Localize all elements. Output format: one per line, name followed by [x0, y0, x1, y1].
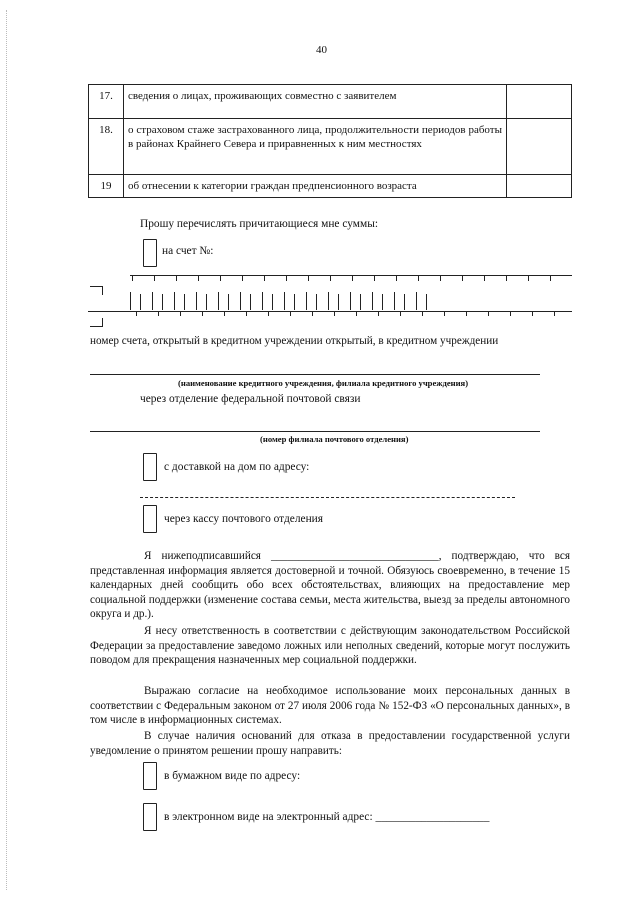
refusal-paragraph: В случае наличия оснований для отказа в предоставлении государственной услуги уведомление о принятом решении прошу направить: — [90, 730, 570, 757]
grid-tick — [220, 275, 221, 281]
grid-tick — [294, 294, 295, 310]
home-delivery-label: с доставкой на дом по адресу: — [164, 461, 310, 473]
grid-tick — [374, 275, 375, 281]
grid-tick — [290, 311, 291, 316]
grid-tick — [284, 292, 285, 310]
row-text: сведения о лицах, проживающих совместно с заявителем — [124, 85, 507, 119]
home-delivery-checkbox[interactable] — [143, 453, 157, 481]
grid-tick — [466, 311, 467, 316]
post-caption: (номер филиала почтового отделения) — [260, 434, 409, 444]
bracket-mark-top — [90, 286, 103, 295]
grid-tick — [396, 275, 397, 281]
grid-tick — [312, 311, 313, 316]
grid-tick — [132, 275, 133, 281]
table-row — [89, 119, 572, 175]
grid-tick — [338, 294, 339, 310]
grid-tick — [152, 292, 153, 310]
grid-tick — [184, 294, 185, 310]
grid-tick — [180, 311, 181, 316]
grid-tick — [218, 292, 219, 310]
row-number: 17. — [89, 85, 124, 119]
bank-name-line[interactable] — [90, 374, 540, 375]
grid-tick — [286, 275, 287, 281]
grid-tick — [510, 311, 511, 316]
email-notice-label: в электронном виде на электронный адрес: ____________________ — [164, 811, 490, 823]
grid-tick — [136, 311, 137, 316]
grid-tick — [532, 311, 533, 316]
consent-paragraph: Выражаю согласие на необходимое использование моих персональных данных в соответствии с Федеральным законом от 27 июля 2006 года № 152-ФЗ «О персональных данных», в том числе в информационных системах. — [90, 685, 570, 727]
declaration-paragraph: Я нижеподписавшийся ______________________________, подтверждаю, что вся представленная информация является достоверной и точной. Обязуюсь своевременно, в течение 15 календарных дней сообщить обо всех обстоятельствах, влияющих на предоставление мер социальной поддержки (изменение состава семьи, места жительства, выезд за пределы автономного округа и др.). — [90, 550, 570, 621]
grid-tick — [426, 294, 427, 310]
grid-tick — [306, 292, 307, 310]
grid-tick — [488, 311, 489, 316]
grid-tick — [394, 292, 395, 310]
grid-tick — [264, 275, 265, 281]
grid-tick — [130, 292, 131, 310]
table-row — [89, 85, 572, 119]
page-number: 40 — [316, 44, 327, 56]
grid-tick — [174, 292, 175, 310]
grid-tick — [328, 292, 329, 310]
grid-tick — [272, 294, 273, 310]
grid-tick — [250, 294, 251, 310]
paper-notice-checkbox[interactable] — [143, 762, 157, 790]
grid-tick — [360, 294, 361, 310]
grid-tick — [506, 275, 507, 281]
bracket-mark-bottom — [90, 318, 103, 327]
row-mark-cell — [507, 119, 572, 175]
grid-tick — [528, 275, 529, 281]
grid-tick — [162, 294, 163, 310]
grid-tick — [350, 292, 351, 310]
post-line-label: через отделение федеральной почтовой связи — [140, 393, 361, 405]
grid-tick — [372, 292, 373, 310]
post-branch-line[interactable] — [90, 431, 540, 432]
grid-tick — [228, 294, 229, 310]
row-text: о страховом стаже застрахованного лица, продолжительности периодов работы в районах Крайнего Севера и приравненных к ним местностях — [124, 119, 507, 175]
account-checkbox[interactable] — [143, 239, 157, 267]
account-number-grid[interactable] — [88, 270, 572, 320]
row-number: 19 — [89, 175, 124, 198]
grid-tick — [198, 275, 199, 281]
grid-tick — [202, 311, 203, 316]
table-row — [89, 175, 572, 198]
home-address-line[interactable] — [140, 497, 515, 498]
grid-tick — [246, 311, 247, 316]
grid-tick — [334, 311, 335, 316]
grid-tick — [206, 294, 207, 310]
grid-tick — [378, 311, 379, 316]
grid-tick — [554, 311, 555, 316]
grid-tick — [224, 311, 225, 316]
grid-tick — [400, 311, 401, 316]
bank-caption: (наименование кредитного учреждения, филиала кредитного учреждения) — [178, 378, 469, 388]
grid-tick — [356, 311, 357, 316]
grid-tick — [240, 292, 241, 310]
post-cash-checkbox[interactable] — [143, 505, 157, 533]
grid-tick — [330, 275, 331, 281]
post-cash-label: через кассу почтового отделения — [164, 513, 324, 525]
grid-tick — [352, 275, 353, 281]
documents-table — [88, 84, 572, 198]
grid-tick — [382, 294, 383, 310]
grid-tick — [176, 275, 177, 281]
grid-tick — [262, 292, 263, 310]
row-number: 18. — [89, 119, 124, 175]
grid-tick — [404, 294, 405, 310]
responsibility-paragraph: Я несу ответственность в соответствии с действующим законодательством Российской Федерации за предоставление заведомо ложных или неполных сведений, которые могут послужить поводом для прекращения назначенных мер социальной поддержки. — [90, 625, 570, 667]
grid-tick — [316, 294, 317, 310]
account-option-label: на счет №: — [162, 245, 214, 257]
grid-tick — [154, 275, 155, 281]
grid-tick — [158, 311, 159, 316]
grid-tick — [418, 275, 419, 281]
margin-dotted-line — [6, 10, 9, 890]
email-notice-checkbox[interactable] — [143, 803, 157, 831]
grid-tick — [242, 275, 243, 281]
grid-tick — [140, 294, 141, 310]
row-mark-cell — [507, 175, 572, 198]
grid-tick — [444, 311, 445, 316]
paper-notice-label: в бумажном виде по адресу: — [164, 770, 301, 782]
grid-tick — [462, 275, 463, 281]
grid-tick — [440, 275, 441, 281]
row-mark-cell — [507, 85, 572, 119]
grid-tick — [196, 292, 197, 310]
row-text: об отнесении к категории граждан предпенсионного возраста — [124, 175, 507, 198]
grid-tick — [484, 275, 485, 281]
grid-tick — [550, 275, 551, 281]
grid-tick — [268, 311, 269, 316]
grid-tick — [416, 292, 417, 310]
grid-tick — [308, 275, 309, 281]
account-note: номер счета, открытый в кредитном учреждении открытый, в кредитном учреждении — [90, 335, 499, 347]
request-line: Прошу перечислять причитающиеся мне суммы: — [140, 218, 379, 230]
grid-tick — [422, 311, 423, 316]
